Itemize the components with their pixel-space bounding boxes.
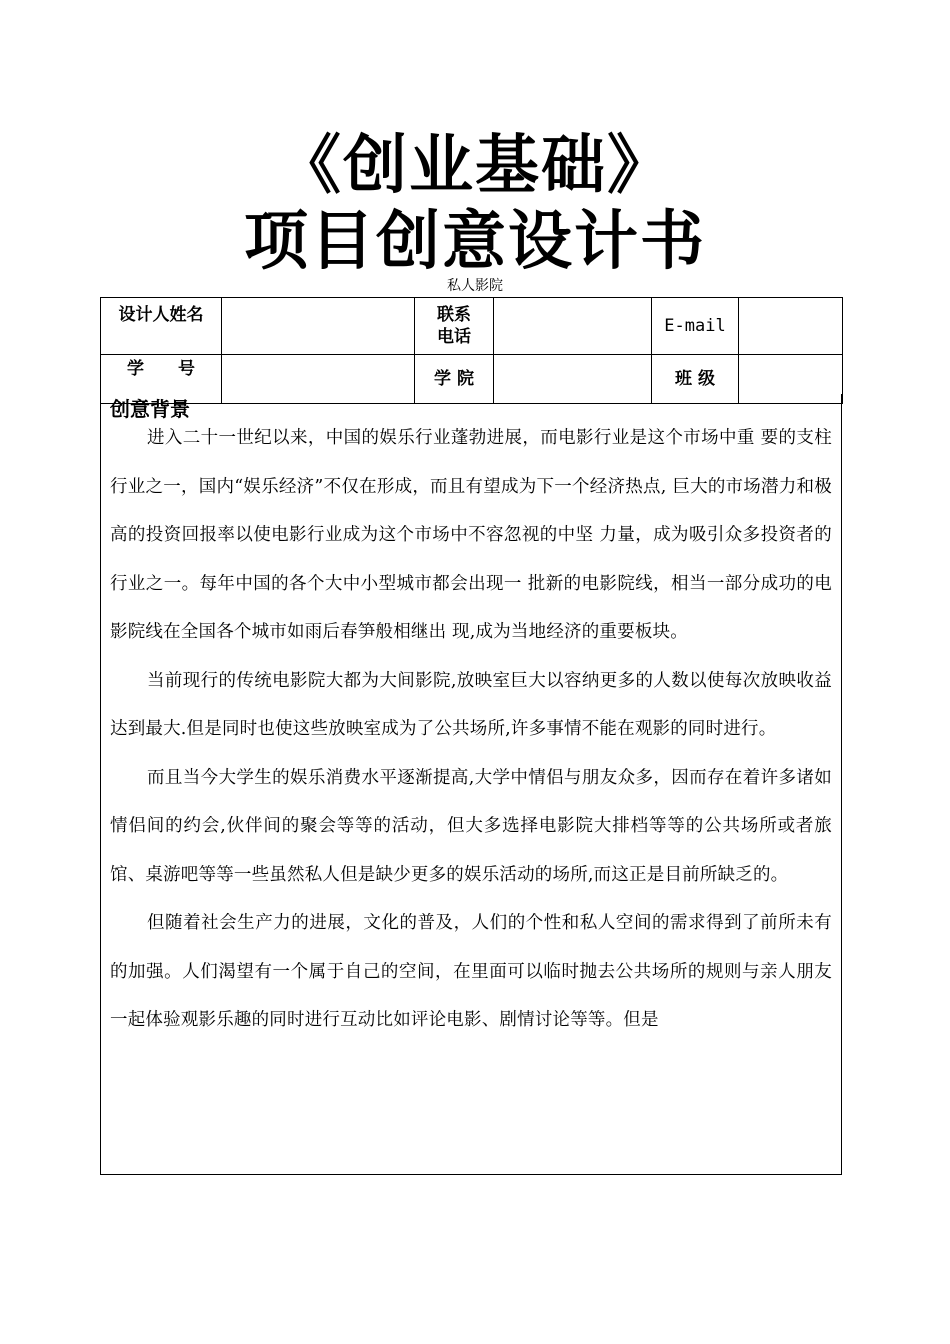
paragraph: 但随着社会生产力的进展，文化的普及，人们的个性和私人空间的需求得到了前所未有的加强。人们渴望有一个属于自己的空间，在里面可以临时抛去公共场所的规则与亲人朋友一起体验观影乐趣的同时进行互动比如评论电影、剧情讨论等等。但是 <box>110 913 832 1030</box>
paragraph: 当前现行的传统电影院大都为大间影院,放映室巨大以容纳更多的人数以使每次放映收益达到最大.但是同时也使这些放映室成为了公共场所,许多事情不能在观影的同时进行。 <box>110 670 832 739</box>
email-field[interactable] <box>739 298 843 355</box>
project-name: 私人影院 <box>447 278 503 294</box>
contact-phone-field[interactable] <box>494 298 652 355</box>
designer-name-label: 设计人姓名 <box>101 298 222 355</box>
paragraph: 而且当今大学生的娱乐消费水平逐渐提高,大学中情侣与朋友众多，因而存在着许多诸如情侣间的约会,伙伴间的聚会等等的活动，但大多选择电影院大排档等等的公共场所或者旅馆、桌游吧等等一些虽然私人但是缺少更多的娱乐活动的场所,而这正是目前所缺乏的。 <box>110 767 832 885</box>
class-label: 班 级 <box>652 355 739 404</box>
designer-name-field[interactable] <box>222 298 415 355</box>
creative-background-section <box>100 394 842 1175</box>
document-title-line2: 项目创意设计书 <box>244 205 706 279</box>
section-title: 创意背景 <box>110 397 190 421</box>
paragraph: 进入二十一世纪以来，中国的娱乐行业蓬勃进展，而电影行业是这个市场中重 要的支柱行业之一，国内“娱乐经济”不仅在形成，而且有望成为下一个经济热点, 巨大的市场潜力和极高的投资回报率以使电影行业成为这个市场中不容忽视的中坚 力量，成为吸引众多投资者的行业之一。每年中国的各个大中小型城市都会出现一 批新的电影院线，相当一部分成功的电影院线在全国各个城市如雨后春笋般相继出 现,成为当地经济的重要板块。 <box>110 428 832 642</box>
email-label: E-mail <box>652 298 739 355</box>
designer-info-table <box>100 297 843 404</box>
section-body <box>110 414 832 1045</box>
college-label: 学 院 <box>415 355 494 404</box>
contact-phone-label: 联系 电话 <box>415 298 494 355</box>
document-title-line1: 《创业基础》 <box>277 129 673 203</box>
student-id-label: 学 号 <box>101 355 222 404</box>
